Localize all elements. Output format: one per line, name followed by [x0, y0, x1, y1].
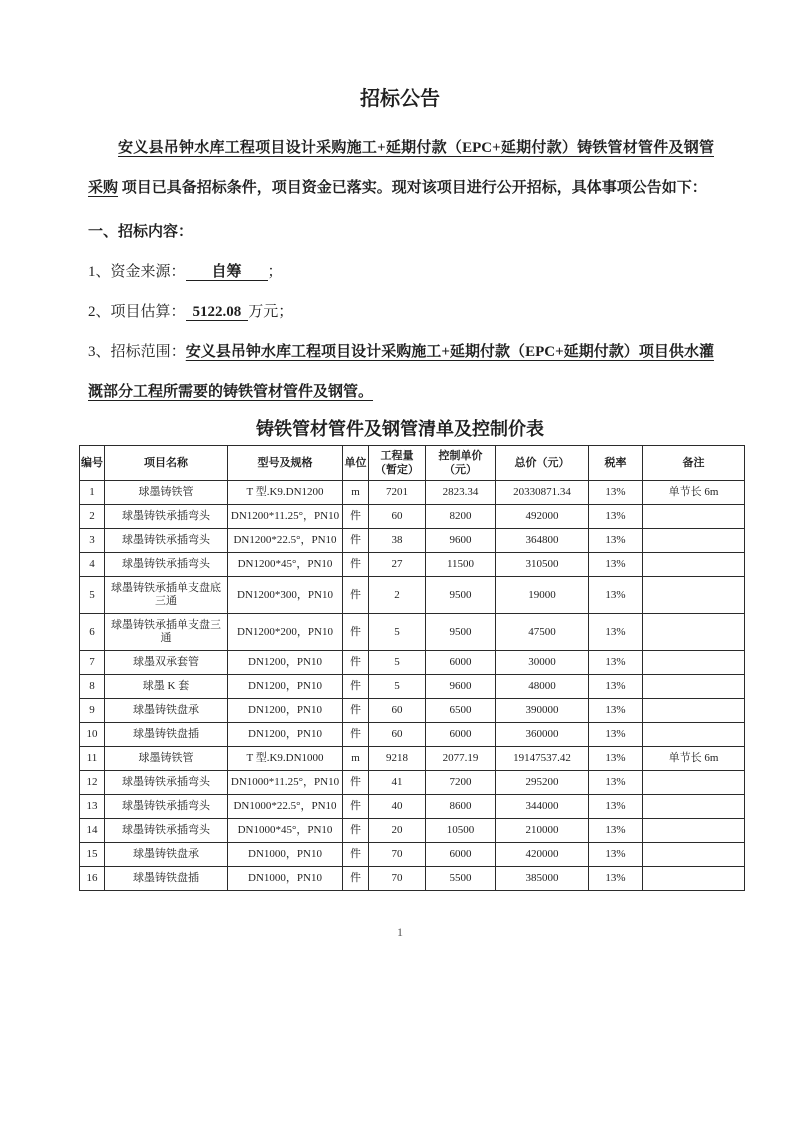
item-tender-scope: [88, 332, 714, 412]
table-cell: [643, 723, 745, 747]
table-cell: 9218: [369, 747, 426, 771]
table-cell: 360000: [496, 723, 589, 747]
table-cell: 70: [369, 867, 426, 891]
item-estimate-label: 2、项目估算：: [88, 304, 186, 320]
table-cell: 47500: [496, 614, 589, 651]
table-cell: 件: [343, 651, 369, 675]
table-title: 铸铁管材管件及钢管清单及控制价表: [256, 419, 544, 439]
table-cell: 60: [369, 723, 426, 747]
table-cell: 13%: [589, 529, 643, 553]
table-cell: 件: [343, 505, 369, 529]
table-cell: DN1200，PN10: [228, 699, 343, 723]
table-cell: DN1000，PN10: [228, 843, 343, 867]
table-cell: 13: [80, 795, 105, 819]
table-cell: 13%: [589, 771, 643, 795]
table-cell: 球墨铸铁管: [105, 481, 228, 505]
table-row: [80, 843, 745, 867]
table-cell: 6: [80, 614, 105, 651]
table-cell: 球墨双承套管: [105, 651, 228, 675]
table-row: [80, 651, 745, 675]
table-cell: 7200: [426, 771, 496, 795]
table-cell: 5: [369, 675, 426, 699]
table-cell: 8600: [426, 795, 496, 819]
table-cell: 7: [80, 651, 105, 675]
table-cell: 件: [343, 867, 369, 891]
table-cell: 9500: [426, 577, 496, 614]
table-cell: 40: [369, 795, 426, 819]
table-cell: 件: [343, 723, 369, 747]
table-cell: 球墨铸铁承插单支盘三通: [105, 614, 228, 651]
table-cell: [643, 699, 745, 723]
table-cell: 13%: [589, 795, 643, 819]
table-cell: 4: [80, 553, 105, 577]
table-cell: 球墨铸铁盘承: [105, 699, 228, 723]
table-cell: 件: [343, 795, 369, 819]
table-row: [80, 747, 745, 771]
table-row: [80, 771, 745, 795]
table-cell: 38: [369, 529, 426, 553]
table-cell: DN1200*300，PN10: [228, 577, 343, 614]
table-cell: DN1200*11.25°，PN10: [228, 505, 343, 529]
table-cell: 球墨铸铁承插弯头: [105, 553, 228, 577]
table-cell: DN1200*22.5°，PN10: [228, 529, 343, 553]
table-row: [80, 867, 745, 891]
table-cell: 14: [80, 819, 105, 843]
table-row: [80, 819, 745, 843]
table-cell: 件: [343, 553, 369, 577]
page-title: 招标公告: [360, 88, 440, 110]
table-cell: DN1200*45°，PN10: [228, 553, 343, 577]
table-cell: 27: [369, 553, 426, 577]
item-funding-label: 1、资金来源：: [88, 264, 186, 280]
table-cell: [643, 843, 745, 867]
table-cell: 6000: [426, 723, 496, 747]
funding-source-value: 自筹: [186, 264, 268, 281]
table-header-cell: 型号及规格: [228, 446, 343, 481]
table-row: [80, 577, 745, 614]
table-row: [80, 795, 745, 819]
table-cell: DN1000*22.5°，PN10: [228, 795, 343, 819]
table-cell: [643, 505, 745, 529]
table-cell: 13%: [589, 481, 643, 505]
table-cell: 6000: [426, 651, 496, 675]
table-cell: 件: [343, 843, 369, 867]
table-header-cell: 工程量（暂定）: [369, 446, 426, 481]
table-cell: T 型.K9.DN1000: [228, 747, 343, 771]
table-cell: 13%: [589, 843, 643, 867]
intro-rest-text: 项目已具备招标条件，项目资金已落实。现对该项目进行公开招标，具体事项公告如下：: [118, 180, 707, 196]
table-cell: 5: [80, 577, 105, 614]
table-cell: 13%: [589, 867, 643, 891]
table-cell: [643, 651, 745, 675]
table-cell: 13%: [589, 699, 643, 723]
table-cell: [643, 675, 745, 699]
table-cell: 344000: [496, 795, 589, 819]
table-cell: 70: [369, 843, 426, 867]
table-header-cell: 编号: [80, 446, 105, 481]
table-cell: 球墨 K 套: [105, 675, 228, 699]
table-cell: 15: [80, 843, 105, 867]
table-cell: 8200: [426, 505, 496, 529]
table-row: [80, 481, 745, 505]
table-cell: DN1000*45°，PN10: [228, 819, 343, 843]
table-cell: 13%: [589, 505, 643, 529]
table-cell: 球墨铸铁管: [105, 747, 228, 771]
table-cell: 10: [80, 723, 105, 747]
item-funding-suffix: ；: [267, 264, 283, 280]
table-row: [80, 675, 745, 699]
table-cell: 420000: [496, 843, 589, 867]
item-scope-label: 3、招标范围：: [88, 344, 186, 360]
table-cell: 13%: [589, 675, 643, 699]
intro-paragraph: [88, 128, 714, 208]
price-table: [79, 445, 745, 891]
table-cell: 10500: [426, 819, 496, 843]
table-cell: 6000: [426, 843, 496, 867]
table-cell: 球墨铸铁承插弯头: [105, 505, 228, 529]
table-cell: m: [343, 747, 369, 771]
table-cell: 60: [369, 699, 426, 723]
table-cell: 5: [369, 614, 426, 651]
table-cell: 5: [369, 651, 426, 675]
table-cell: 385000: [496, 867, 589, 891]
table-cell: T 型.K9.DN1200: [228, 481, 343, 505]
table-header-cell: 项目名称: [105, 446, 228, 481]
table-cell: 13%: [589, 577, 643, 614]
table-cell: 3: [80, 529, 105, 553]
table-cell: 20: [369, 819, 426, 843]
table-cell: 球墨铸铁承插弯头: [105, 771, 228, 795]
table-cell: 13%: [589, 723, 643, 747]
table-cell: 12: [80, 771, 105, 795]
table-cell: 310500: [496, 553, 589, 577]
table-cell: 2823.34: [426, 481, 496, 505]
table-cell: 13%: [589, 553, 643, 577]
table-cell: 件: [343, 577, 369, 614]
table-cell: 364800: [496, 529, 589, 553]
table-cell: 19000: [496, 577, 589, 614]
table-cell: DN1000，PN10: [228, 867, 343, 891]
item-funding-source: [88, 252, 714, 292]
table-header-cell: 备注: [643, 446, 745, 481]
table-cell: 球墨铸铁盘插: [105, 723, 228, 747]
table-cell: [643, 795, 745, 819]
table-cell: DN1200，PN10: [228, 675, 343, 699]
table-cell: 球墨铸铁承插弯头: [105, 795, 228, 819]
table-cell: 11: [80, 747, 105, 771]
table-row: [80, 529, 745, 553]
table-cell: 球墨铸铁盘插: [105, 867, 228, 891]
table-header-row: [80, 446, 745, 481]
scope-value-underlined: 安义县吊钟水库工程项目设计采购施工+延期付款（EPC+延期付款）项目供水灌溉部分工程所需要的铸铁管材管件及钢管。: [88, 344, 714, 400]
table-cell: DN1000*11.25°，PN10: [228, 771, 343, 795]
table-cell: 单节长 6m: [643, 747, 745, 771]
table-header-cell: 单位: [343, 446, 369, 481]
table-cell: 13%: [589, 651, 643, 675]
table-cell: 48000: [496, 675, 589, 699]
table-cell: 6500: [426, 699, 496, 723]
table-cell: 件: [343, 699, 369, 723]
table-cell: 7201: [369, 481, 426, 505]
table-row: [80, 699, 745, 723]
table-cell: 9: [80, 699, 105, 723]
table-cell: 20330871.34: [496, 481, 589, 505]
table-cell: 19147537.42: [496, 747, 589, 771]
table-cell: 16: [80, 867, 105, 891]
table-cell: [643, 771, 745, 795]
table-row: [80, 505, 745, 529]
table-cell: m: [343, 481, 369, 505]
table-cell: DN1200，PN10: [228, 651, 343, 675]
table-cell: 210000: [496, 819, 589, 843]
table-cell: DN1200，PN10: [228, 723, 343, 747]
table-cell: 492000: [496, 505, 589, 529]
table-cell: 球墨铸铁承插弯头: [105, 819, 228, 843]
table-cell: [643, 577, 745, 614]
table-cell: 2: [80, 505, 105, 529]
table-cell: [643, 553, 745, 577]
table-cell: 41: [369, 771, 426, 795]
table-cell: [643, 819, 745, 843]
table-cell: 5500: [426, 867, 496, 891]
table-cell: 件: [343, 529, 369, 553]
table-row: [80, 553, 745, 577]
table-cell: 13%: [589, 747, 643, 771]
table-cell: 390000: [496, 699, 589, 723]
table-cell: 30000: [496, 651, 589, 675]
table-cell: 2077.19: [426, 747, 496, 771]
table-cell: 295200: [496, 771, 589, 795]
table-cell: 2: [369, 577, 426, 614]
table-cell: 9500: [426, 614, 496, 651]
table-cell: 球墨铸铁盘承: [105, 843, 228, 867]
table-cell: DN1200*200，PN10: [228, 614, 343, 651]
table-header-cell: 总价（元）: [496, 446, 589, 481]
table-row: [80, 723, 745, 747]
table-cell: [643, 529, 745, 553]
item-estimate-suffix: 万元；: [248, 304, 294, 320]
table-body: [80, 481, 745, 891]
estimate-value: 5122.08: [186, 304, 249, 321]
table-cell: [643, 614, 745, 651]
table-cell: 单节长 6m: [643, 481, 745, 505]
table-cell: 60: [369, 505, 426, 529]
table-cell: 件: [343, 614, 369, 651]
table-cell: 11500: [426, 553, 496, 577]
table-cell: 件: [343, 771, 369, 795]
table-cell: 9600: [426, 675, 496, 699]
table-header-cell: 税率: [589, 446, 643, 481]
table-cell: 球墨铸铁承插弯头: [105, 529, 228, 553]
table-cell: 9600: [426, 529, 496, 553]
table-cell: 件: [343, 675, 369, 699]
project-name-underlined: 安义县吊钟水库工程项目设计采购施工+延期付款（EPC+延期付款）铸铁管材管件及钢管采购: [88, 140, 714, 196]
table-cell: 13%: [589, 819, 643, 843]
item-project-estimate: [88, 292, 714, 332]
table-cell: 球墨铸铁承插单支盘底三通: [105, 577, 228, 614]
table-header-cell: 控制单价（元）: [426, 446, 496, 481]
table-cell: 8: [80, 675, 105, 699]
table-row: [80, 614, 745, 651]
section-heading: 一、招标内容：: [88, 224, 194, 240]
table-cell: 件: [343, 819, 369, 843]
table-cell: 1: [80, 481, 105, 505]
table-cell: 13%: [589, 614, 643, 651]
table-cell: [643, 867, 745, 891]
page-number: 1: [397, 925, 403, 939]
